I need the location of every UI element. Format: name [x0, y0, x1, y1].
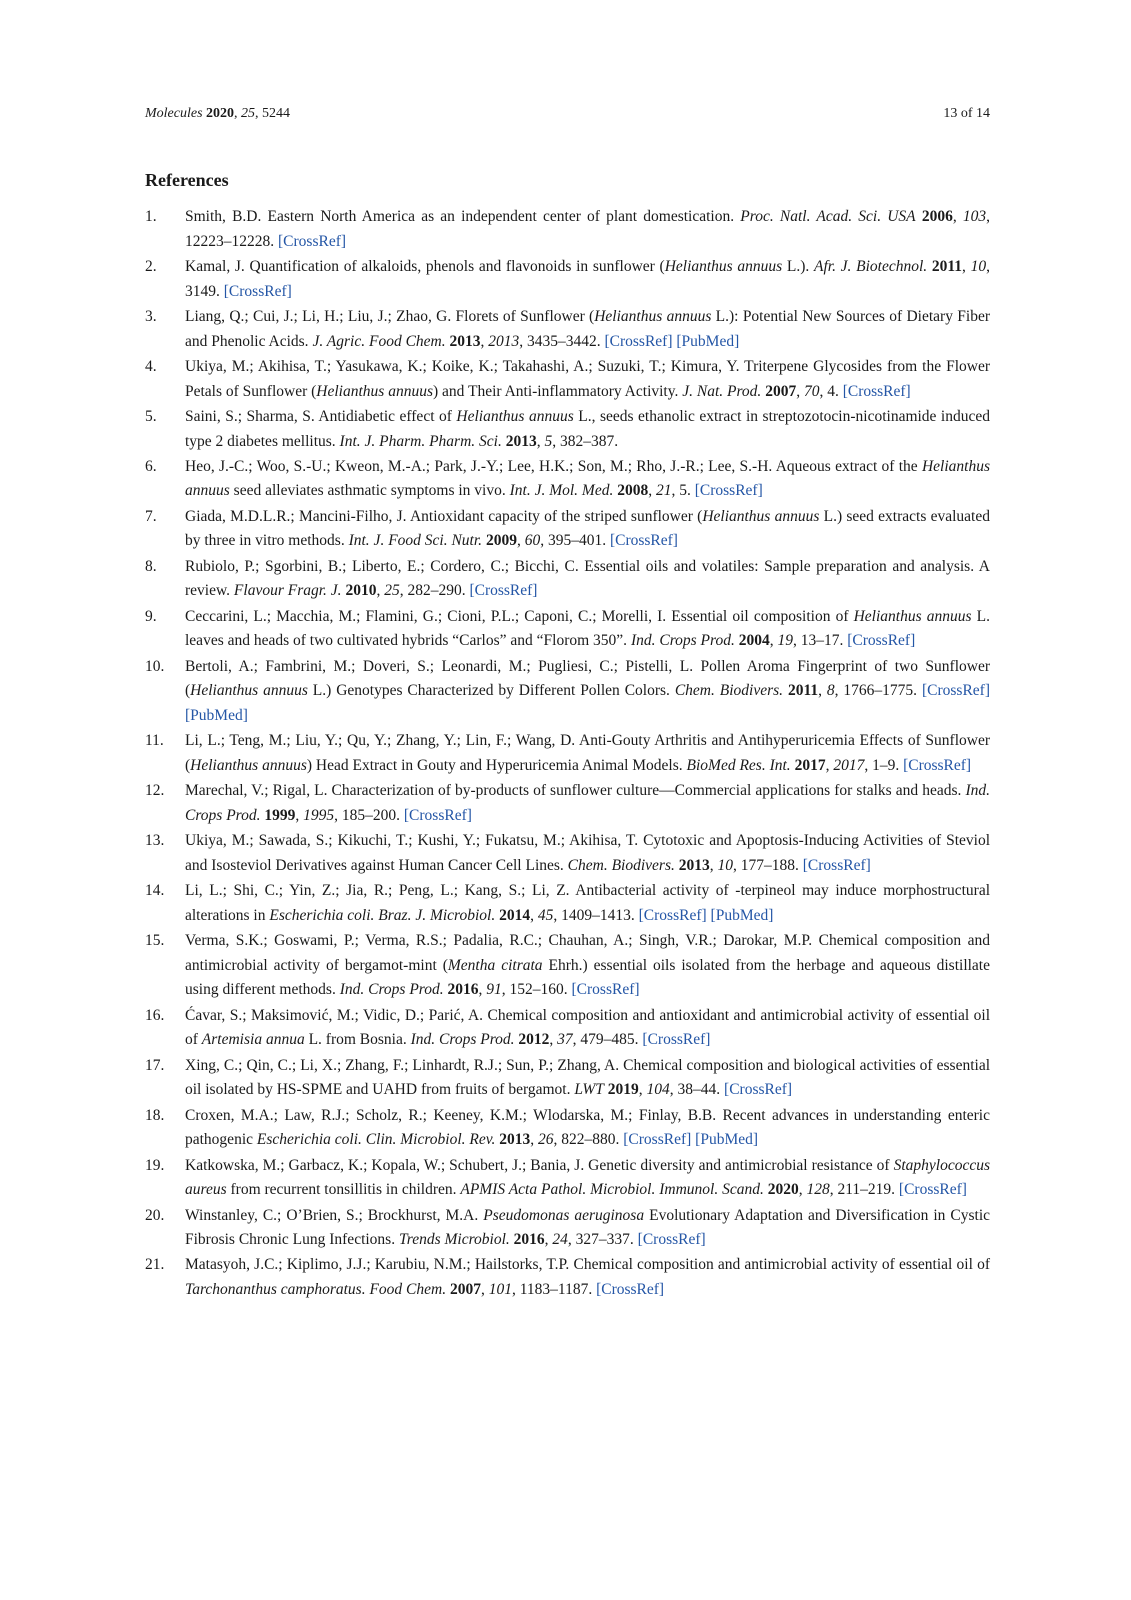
reference-segment: ,	[376, 582, 385, 600]
reference-segment: Li, L.; Shi, C.; Yin, Z.; Jia, R.; Peng, L.; Kang, S.; Li, Z. Antibacterial activity of -terpineol may induce morphostructural alterations in	[185, 882, 990, 924]
reference-item	[145, 655, 990, 729]
reference-text	[185, 1256, 990, 1298]
reference-number: 21.	[145, 1256, 165, 1274]
reference-segment: , 185–200.	[334, 806, 404, 824]
reference-number: 1.	[145, 208, 157, 225]
pubmed-link[interactable]: [PubMed]	[185, 706, 248, 724]
reference-number: 10.	[145, 657, 165, 675]
reference-italic: Tarchonanthus camphoratus.	[185, 1281, 366, 1299]
reference-segment: ,	[516, 532, 525, 550]
reference-segment: , 3149.	[185, 257, 990, 300]
reference-segment: ,	[536, 432, 545, 450]
crossref-link[interactable]: [CrossRef]	[278, 232, 347, 250]
reference-italic: Helianthus annuus	[853, 607, 972, 625]
crossref-link[interactable]: [CrossRef]	[842, 382, 911, 400]
reference-italic: Int. J. Pharm. Pharm. Sci.	[339, 432, 502, 450]
reference-segment: L. from Bosnia.	[304, 1031, 411, 1049]
pubmed-link[interactable]: [PubMed]	[695, 1131, 759, 1149]
reference-italic: 25	[384, 582, 400, 600]
reference-segment: ,	[962, 257, 971, 275]
article-number: 5244	[262, 106, 291, 121]
reference-segment: , 211–219.	[829, 1181, 899, 1199]
reference-text	[185, 258, 990, 300]
reference-list	[145, 205, 990, 1303]
reference-year: 2013	[499, 1131, 531, 1149]
reference-italic: BioMed Res. Int.	[686, 756, 791, 774]
reference-year: 2010	[345, 582, 377, 600]
reference-italic: Braz. J. Microbiol.	[378, 906, 496, 924]
reference-year: 2004	[738, 632, 770, 650]
reference-text	[185, 408, 990, 450]
reference-item	[145, 779, 990, 828]
reference-segment: Ehrh.) essential oils isolated from the herbage and aqueous distillate using different methods.	[185, 956, 990, 999]
crossref-link[interactable]: [CrossRef]	[694, 482, 763, 500]
reference-number: 2.	[145, 257, 157, 275]
reference-year: 2013	[505, 432, 537, 450]
crossref-link[interactable]: [CrossRef]	[847, 632, 916, 650]
reference-item	[145, 405, 990, 454]
reference-italic: Helianthus annuus	[185, 457, 990, 500]
reference-italic: 19	[777, 632, 793, 650]
crossref-link[interactable]: [CrossRef]	[802, 856, 871, 874]
reference-year: 2019	[607, 1081, 639, 1099]
reference-item	[145, 205, 990, 254]
reference-segment: Kamal, J. Quantification of alkaloids, phenols and flavonoids in sunflower (	[185, 257, 665, 275]
reference-year: 2011	[787, 682, 819, 700]
reference-italic: Helianthus annuus	[664, 257, 783, 275]
crossref-link[interactable]: [CrossRef]	[609, 532, 678, 550]
reference-year: 1999	[264, 806, 296, 824]
crossref-link[interactable]: [CrossRef]	[223, 282, 292, 300]
reference-italic: 128	[806, 1181, 830, 1199]
reference-year: 2007	[449, 1281, 481, 1299]
reference-number: 19.	[145, 1156, 165, 1174]
reference-item	[145, 1253, 990, 1302]
reference-segment: ,	[544, 1231, 553, 1249]
reference-number: 6.	[145, 457, 157, 475]
reference-text	[185, 558, 990, 600]
reference-item	[145, 605, 990, 654]
reference-number: 16.	[145, 1006, 165, 1024]
pubmed-link[interactable]: [PubMed]	[710, 906, 774, 924]
reference-year: 2016	[513, 1231, 545, 1249]
reference-segment: ,	[825, 756, 834, 774]
reference-segment: from recurrent tonsillitis in children.	[226, 1181, 461, 1199]
reference-italic: 10	[717, 856, 733, 874]
crossref-link[interactable]: [CrossRef]	[623, 1131, 692, 1149]
running-header: Molecules 2020, 25, 5244 13 of 14	[145, 104, 990, 124]
reference-segment: , 327–337.	[567, 1231, 638, 1249]
reference-segment: , 177–188.	[733, 856, 803, 874]
reference-italic: Ind. Crops Prod.	[339, 981, 444, 999]
reference-segment: , 822–880.	[553, 1131, 624, 1149]
reference-year: 2020	[767, 1181, 799, 1199]
reference-year: 2013	[449, 332, 481, 350]
reference-italic: Helianthus annuus	[190, 756, 307, 774]
crossref-link[interactable]: [CrossRef]	[724, 1081, 793, 1099]
reference-segment: Ceccarini, L.; Macchia, M.; Flamini, G.; Cioni, P.L.; Caponi, C.; Morelli, I. Essential oil composition of	[185, 607, 854, 625]
reference-segment: Verma, S.K.; Goswami, P.; Verma, R.S.; Padalia, R.C.; Chauhan, A.; Singh, V.R.; Darokar, M.P. Chemical composition and antimicrobial activity of bergamot-mint (	[185, 932, 990, 974]
journal-year: 2020	[206, 106, 235, 121]
reference-item	[145, 929, 990, 1003]
reference-text	[185, 882, 990, 924]
reference-item	[145, 505, 990, 554]
reference-segment: L., seeds ethanolic extract in streptozotocin-nicotinamide induced type 2 diabetes mellitus.	[185, 407, 991, 450]
reference-italic: 101	[488, 1281, 512, 1299]
reference-number: 13.	[145, 832, 165, 850]
reference-italic: 91	[486, 981, 502, 999]
reference-italic: Clin. Microbiol. Rev.	[365, 1131, 496, 1149]
reference-italic: 21	[655, 482, 672, 500]
reference-segment: Ćavar, S.; Maksimović, M.; Vidic, D.; Parić, A. Chemical composition and antioxidant and antimicrobial activity of essential oil of	[185, 1006, 990, 1049]
reference-segment: ,	[798, 1181, 807, 1199]
reference-number: 4.	[145, 357, 157, 375]
reference-text	[185, 1107, 990, 1149]
reference-segment: ,	[638, 1081, 647, 1099]
reference-text	[185, 208, 990, 250]
reference-number: 12.	[145, 782, 165, 800]
reference-segment: Bertoli, A.; Fambrini, M.; Doveri, S.; Leonardi, M.; Pugliesi, C.; Pistelli, L. Pollen Aroma Fingerprint of two Sunflower (	[185, 657, 990, 700]
reference-text	[185, 1157, 990, 1199]
reference-segment: ,	[480, 332, 489, 350]
reference-number: 15.	[145, 932, 165, 950]
reference-year: 2008	[617, 482, 649, 500]
reference-number: 9.	[145, 607, 157, 625]
reference-italic: Escherichia coli.	[269, 906, 375, 924]
reference-italic: 70	[803, 382, 820, 400]
reference-segment: Ukiya, M.; Sawada, S.; Kikuchi, T.; Kushi, Y.; Fukatsu, M.; Akihisa, T. Cytotoxic and Apoptosis-Inducing Activities of Steviol and Isosteviol Derivatives against Human Cancer Cell Lines.	[185, 832, 990, 874]
reference-year: 2009	[485, 532, 517, 550]
reference-segment: , 395–401.	[540, 532, 610, 550]
reference-text	[185, 932, 990, 998]
reference-text	[185, 308, 990, 350]
reference-italic: Food Chem.	[369, 1281, 447, 1299]
reference-segment: , 382–387.	[552, 432, 619, 450]
reference-segment: ,	[709, 856, 718, 874]
pubmed-link[interactable]: [PubMed]	[676, 332, 740, 350]
reference-segment: L.) Genotypes Characterized by Different Pollen Colors.	[307, 682, 675, 700]
reference-segment: ,	[952, 208, 963, 225]
reference-segment: , 282–290.	[399, 582, 470, 600]
reference-italic: J. Agric. Food Chem.	[312, 332, 446, 350]
reference-segment: Winstanley, C.; O’Brien, S.; Brockhurst, M.A.	[185, 1206, 484, 1224]
reference-segment: ,	[818, 682, 827, 700]
reference-segment: Saini, S.; Sharma, S. Antidiabetic effect of	[185, 407, 457, 425]
reference-number: 3.	[145, 307, 157, 325]
reference-number: 5.	[145, 407, 157, 425]
reference-italic: 1995	[303, 806, 335, 824]
reference-italic: Artemisia annua	[201, 1031, 305, 1049]
reference-italic: Proc. Natl. Acad. Sci. USA	[740, 208, 916, 225]
reference-segment: Rubiolo, P.; Sgorbini, B.; Liberto, E.; Cordero, C.; Bicchi, C. Essential oils and volatiles: Sample preparation and analysis. A review.	[185, 557, 990, 600]
reference-item	[145, 829, 990, 878]
crossref-link[interactable]: [CrossRef]	[642, 1031, 711, 1049]
reference-italic: Staphylococcus aureus	[185, 1156, 990, 1199]
reference-segment: ,	[530, 906, 538, 924]
reference-segment: , 1–9.	[864, 756, 904, 774]
reference-segment: ,	[796, 382, 804, 400]
crossref-link[interactable]: [CrossRef]	[898, 1181, 967, 1199]
reference-italic: Int. J. Food Sci. Nutr.	[348, 532, 483, 550]
journal-name: Molecules	[145, 106, 203, 121]
reference-number: 8.	[145, 557, 157, 575]
reference-text	[185, 608, 990, 650]
reference-text	[185, 508, 990, 550]
reference-segment: L.): Potential New Sources of Dietary Fiber and Phenolic Acids.	[185, 307, 990, 350]
reference-segment: , 12223–12228.	[185, 208, 990, 250]
reference-item	[145, 455, 990, 504]
reference-segment: Evolutionary Adaptation and Diversification in Cystic Fibrosis Chronic Lung Infections.	[185, 1206, 991, 1249]
reference-segment: Marechal, V.; Rigal, L. Characterization of by-products of sunflower culture—Commercial applications for stalks and heads.	[185, 782, 966, 800]
reference-italic: Ind. Crops Prod.	[410, 1031, 515, 1049]
crossref-link[interactable]: [CrossRef]	[637, 1231, 706, 1249]
reference-year: 2014	[499, 906, 531, 924]
reference-segment: L. leaves and heads of two cultivated hybrids “Carlos” and “Florom 350”.	[185, 607, 990, 650]
reference-italic: 37	[557, 1031, 573, 1049]
reference-segment: ) Head Extract in Gouty and Hyperuricemia Animal Models.	[306, 756, 687, 774]
reference-year: 2012	[518, 1031, 550, 1049]
crossref-link[interactable]: [CrossRef]	[403, 806, 472, 824]
reference-item	[145, 255, 990, 304]
reference-italic: J. Nat. Prod.	[682, 382, 762, 400]
reference-item	[145, 879, 990, 928]
reference-item	[145, 1104, 990, 1153]
crossref-link[interactable]: [CrossRef]	[921, 682, 990, 700]
reference-segment: Matasyoh, J.C.; Kiplimo, J.J.; Karubiu, N.M.; Hailstorks, T.P. Chemical composition and antimicrobial activity of essential oil of	[185, 1256, 990, 1274]
reference-italic: Helianthus annuus	[456, 407, 574, 425]
reference-segment: , 38–44.	[669, 1081, 725, 1099]
reference-text	[185, 832, 990, 874]
reference-segment: Xing, C.; Qin, C.; Li, X.; Zhang, F.; Linhardt, R.J.; Sun, P.; Zhang, A. Chemical composition and biological activities of essential oil isolated by HS-SPME and UAHD from fruits of bergamot.	[185, 1056, 990, 1099]
reference-segment: , 1183–1187.	[511, 1281, 597, 1299]
reference-italic: Helianthus annuus	[190, 682, 308, 700]
reference-italic: Mentha citrata	[447, 956, 543, 974]
reference-year: 2011	[931, 257, 963, 275]
reference-segment: ,	[480, 1281, 489, 1299]
reference-year: 2006	[921, 208, 953, 225]
crossref-link[interactable]: [CrossRef]	[596, 1281, 665, 1299]
reference-segment: seed alleviates asthmatic symptoms in vivo.	[229, 482, 510, 500]
reference-italic: 60	[524, 532, 541, 550]
reference-italic: 10	[970, 257, 987, 275]
reference-text	[185, 1207, 990, 1249]
reference-segment: ,	[769, 632, 778, 650]
reference-italic: Chem. Biodivers.	[567, 856, 675, 874]
reference-text	[185, 1057, 990, 1099]
reference-text	[185, 458, 990, 500]
reference-text	[185, 732, 990, 774]
reference-segment: ,	[478, 981, 487, 999]
reference-segment: , 152–160.	[501, 981, 572, 999]
reference-item	[145, 355, 990, 404]
reference-year: 2016	[447, 981, 479, 999]
reference-segment: Liang, Q.; Cui, J.; Li, H.; Liu, J.; Zhao, G. Florets of Sunflower (	[185, 307, 595, 325]
reference-segment: , 4.	[819, 382, 843, 400]
reference-italic: 8	[826, 682, 835, 700]
reference-segment: Ukiya, M.; Akihisa, T.; Yasukawa, K.; Koike, K.; Takahashi, A.; Suzuki, T.; Kimura, Y. Triterpene Glycosides from the Flower Petals of Sunflower (	[185, 357, 990, 400]
reference-segment: Smith, B.D. Eastern North America as an independent center of plant domestication.	[185, 208, 741, 225]
references-heading: References	[145, 170, 229, 190]
reference-segment: , 479–485.	[572, 1031, 643, 1049]
reference-text	[185, 782, 990, 824]
reference-italic: Int. J. Mol. Med.	[509, 482, 614, 500]
reference-number: 14.	[145, 882, 165, 900]
reference-segment: ,	[295, 806, 304, 824]
reference-segment: , 1409–1413.	[553, 906, 639, 924]
reference-year: 2007	[765, 382, 797, 400]
reference-number: 7.	[145, 507, 157, 525]
reference-segment: ,	[648, 482, 656, 500]
reference-segment: , 1766–1775.	[834, 682, 922, 700]
reference-italic: 2017	[833, 756, 865, 774]
reference-segment: Katkowska, M.; Garbacz, K.; Kopala, W.; Schubert, J.; Bania, J. Genetic diversity and antimicrobial resistance of	[185, 1156, 894, 1174]
reference-segment: , 13–17.	[792, 632, 848, 650]
reference-italic: Pseudomonas aeruginosa	[483, 1206, 645, 1224]
reference-italic: 104	[646, 1081, 670, 1099]
reference-italic: Afr. J. Biotechnol.	[814, 257, 928, 275]
journal-volume: 25	[241, 106, 256, 121]
reference-segment: Heo, J.-C.; Woo, S.-U.; Kweon, M.-A.; Park, J.-Y.; Lee, H.K.; Son, M.; Rho, J.-R.; Lee, S.-H. Aqueous extract of the	[185, 457, 922, 475]
reference-segment: ,	[549, 1031, 558, 1049]
crossref-link[interactable]: [CrossRef]	[903, 756, 972, 774]
reference-segment: ,	[530, 1131, 538, 1149]
reference-text	[185, 358, 990, 400]
reference-number: 17.	[145, 1056, 165, 1074]
crossref-link[interactable]: [CrossRef]	[469, 582, 538, 600]
reference-segment: L.).	[782, 257, 814, 275]
crossref-link[interactable]: [CrossRef]	[571, 981, 640, 999]
reference-segment: , 5.	[671, 482, 695, 500]
reference-item	[145, 1204, 990, 1253]
reference-item	[145, 1054, 990, 1103]
reference-italic: LWT	[574, 1081, 604, 1099]
reference-segment: ) and Their Anti-inflammatory Activity.	[432, 382, 683, 400]
reference-italic: Ind. Crops Prod.	[630, 632, 735, 650]
crossref-link[interactable]: [CrossRef]	[638, 906, 707, 924]
reference-italic: Flavour Fragr. J.	[233, 582, 342, 600]
page-number: 13 of 14	[943, 106, 990, 121]
reference-number: 20.	[145, 1206, 165, 1224]
reference-year: 2017	[794, 756, 826, 774]
reference-italic: Chem. Biodivers.	[674, 682, 784, 700]
reference-item	[145, 729, 990, 778]
reference-italic: 103	[962, 208, 987, 225]
reference-text	[185, 1007, 990, 1049]
reference-italic: Ind. Crops Prod.	[185, 782, 990, 824]
reference-text	[185, 658, 990, 724]
reference-italic: Trends Microbiol.	[398, 1231, 510, 1249]
reference-number: 11.	[145, 732, 164, 750]
reference-italic: 2013	[488, 332, 520, 350]
reference-item	[145, 1154, 990, 1203]
reference-number: 18.	[145, 1106, 165, 1124]
reference-item	[145, 1004, 990, 1053]
reference-year: 2013	[678, 856, 710, 874]
reference-italic: 45	[537, 906, 554, 924]
reference-italic: 24	[552, 1231, 568, 1249]
reference-italic: Escherichia coli.	[256, 1131, 362, 1149]
reference-segment: Giada, M.D.L.R.; Mancini-Filho, J. Antioxidant capacity of the striped sunflower (	[185, 507, 703, 525]
reference-segment: Li, L.; Teng, M.; Liu, Y.; Qu, Y.; Zhang, Y.; Lin, F.; Wang, D. Anti-Gouty Arthritis and Antihyperuricemia Effects of Sunflower (	[185, 732, 990, 774]
reference-italic: 26	[538, 1131, 554, 1149]
reference-item	[145, 555, 990, 604]
reference-italic: Helianthus annuus	[316, 382, 433, 400]
reference-segment: L.) seed extracts evaluated by three in vitro methods.	[185, 507, 990, 550]
reference-italic: Helianthus annuus	[594, 307, 712, 325]
reference-segment: , 3435–3442.	[519, 332, 605, 350]
reference-italic: 5	[544, 432, 553, 450]
reference-italic: Helianthus annuus	[702, 507, 820, 525]
crossref-link[interactable]: [CrossRef]	[604, 332, 673, 350]
reference-segment: Croxen, M.A.; Law, R.J.; Scholz, R.; Keeney, K.M.; Wlodarska, M.; Finlay, B.B. Recent advances in understanding enteric pathogenic	[185, 1106, 990, 1149]
reference-italic: APMIS Acta Pathol. Microbiol. Immunol. Scand.	[460, 1181, 764, 1199]
reference-item	[145, 305, 990, 354]
